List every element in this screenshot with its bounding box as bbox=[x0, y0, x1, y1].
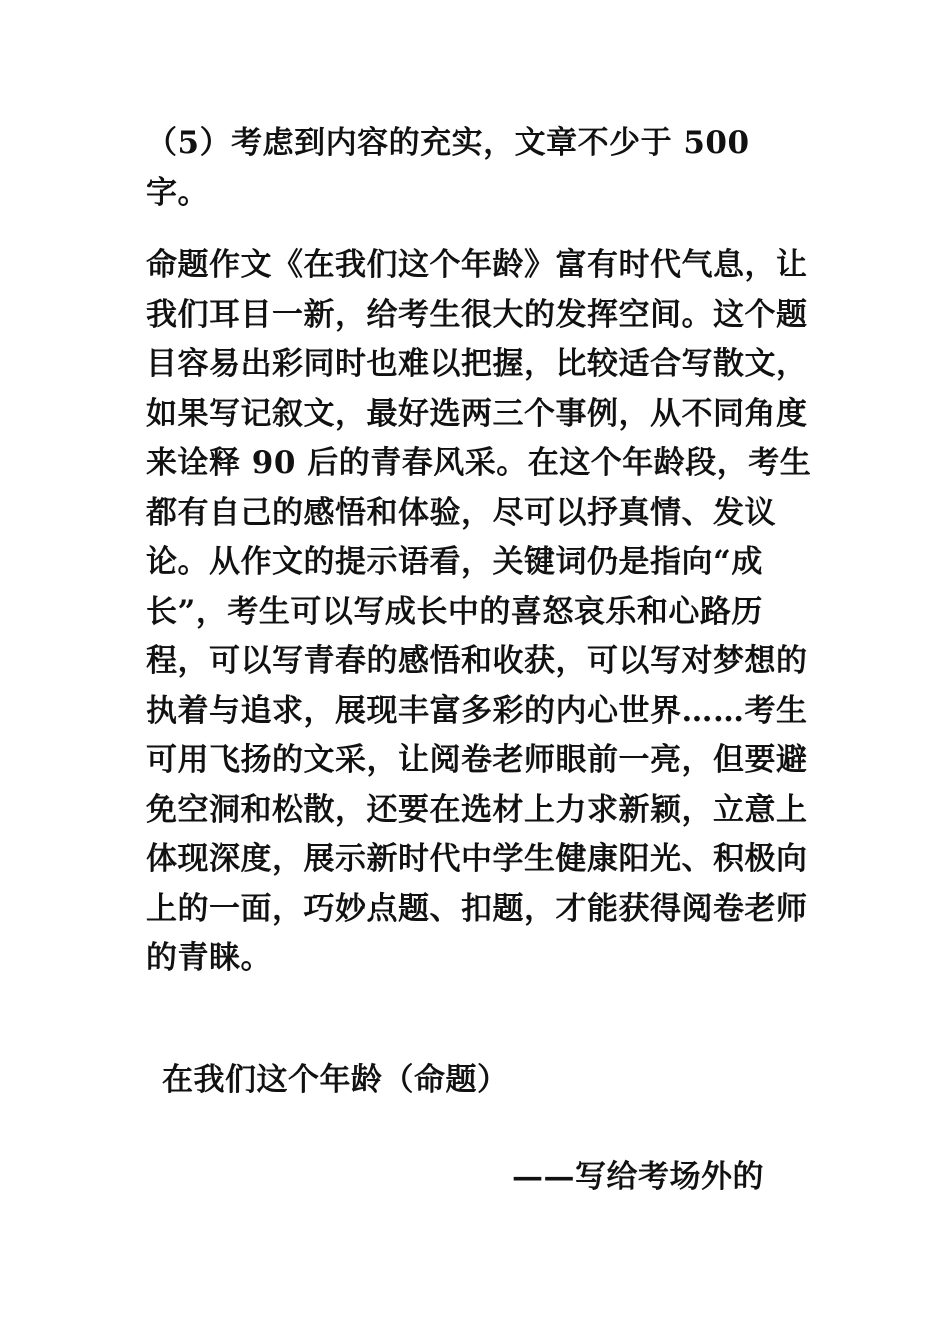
requirement-paragraph: （5）考虑到内容的充实，文章不少于 500 字。 bbox=[146, 125, 750, 211]
essay-subtitle: ——写给考场外的 bbox=[512, 1159, 764, 1195]
essay-title: 在我们这个年龄（命题） bbox=[162, 1062, 509, 1098]
analysis-paragraph: 命题作文《在我们这个年龄》富有时代气息，让我们耳目一新，给考生很大的发挥空间。这个题目容易出彩同时也难以把握，比较适合写散文，如果写记叙文，最好选两三个事例，从不同角度来诠释 90 后的青春风采。在这个年龄段，考生都有自己的感悟和体验，尽可以抒真情、发议论。从作文的提示语看，关键词仍是指向“成长”，考生可以写成长中的喜怒哀乐和心路历程，可以写青春的感悟和收获，可以写对梦想的执着与追求，展现丰富多彩的内心世界……考生可用飞扬的文采，让阅卷老师眼前一亮，但要避免空洞和松散，还要在选材上力求新颖，立意上体现深度，展示新时代中学生健康阳光、积极向上的一面，巧妙点题、扣题，才能获得阅卷老师的青睐。 bbox=[146, 247, 812, 976]
